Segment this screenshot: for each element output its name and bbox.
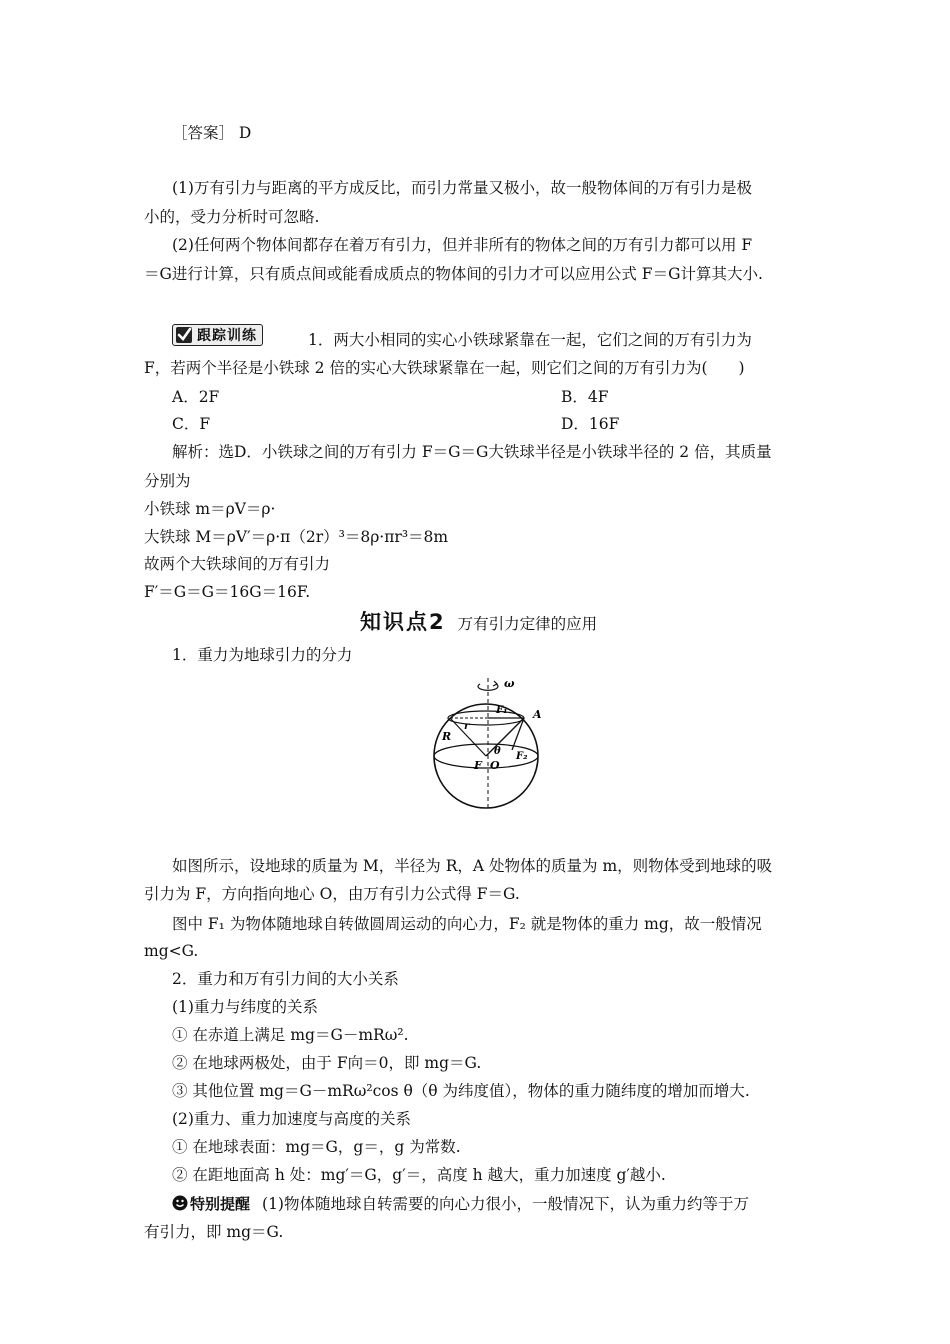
answer-line: ［答案］ D — [172, 124, 252, 142]
omega-label: ω — [504, 677, 515, 690]
relation-line: ② 在距地面高 h 处：mg′＝G，g′＝，高度 h 越大，重力加速度 g′越小. — [172, 1166, 666, 1184]
tip-line — [172, 1194, 749, 1214]
analysis-line: 故两个大铁球间的万有引力 — [144, 555, 331, 573]
relation-line: ③ 其他位置 mg＝G－mRω²cos θ（θ 为纬度值），物体的重力随纬度的增加而增大. — [172, 1082, 750, 1100]
relation-line: ② 在地球两极处，由于 F向＝0，即 mg＝G. — [172, 1054, 482, 1072]
option-c: C．F — [172, 415, 211, 433]
tip-text: (1)物体随地球自转需要的向心力很小，一般情况下，认为重力约等于万 — [262, 1195, 749, 1213]
option-d: D．16F — [561, 415, 620, 433]
earth-gravity-diagram — [428, 672, 540, 812]
relation-line: (2)重力、重力加速度与高度的关系 — [172, 1110, 411, 1128]
body-line: 引力为 F，方向指向地心 O，由万有引力公式得 F＝G. — [144, 885, 520, 903]
training-badge — [172, 324, 263, 346]
note-line: (1)万有引力与距离的平方成反比，而引力常量又极小，故一般物体间的万有引力是极 — [172, 179, 752, 197]
F-label: F — [474, 759, 482, 772]
check-icon — [175, 326, 193, 344]
R-label: R — [442, 730, 452, 743]
analysis-line: 小铁球 m＝ρV＝ρ· — [144, 500, 276, 518]
theta-label: θ — [494, 746, 501, 757]
F1-label: F₁ — [496, 705, 508, 716]
body-line: 图中 F₁ 为物体随地球自转做圆周运动的向心力，F₂ 就是物体的重力 mg，故一般情况 — [172, 915, 762, 933]
r-label: r — [464, 721, 470, 732]
analysis-line: 分别为 — [144, 472, 191, 490]
relation-line: ① 在赤道上满足 mg＝G－mRω². — [172, 1026, 409, 1044]
tip-line: 有引力，即 mg＝G. — [144, 1223, 284, 1241]
tip-label: 特别提醒 — [190, 1195, 251, 1213]
section-heading — [360, 606, 597, 636]
A-label: A — [533, 708, 542, 721]
section-title: 知识点2 — [360, 610, 446, 634]
analysis-line: F′＝G＝G＝16G＝16F. — [144, 583, 311, 601]
note-line: 小的，受力分析时可忽略. — [144, 208, 320, 226]
body-line: mg<G. — [144, 942, 199, 960]
question-line: 1．两大小相同的实心小铁球紧靠在一起，它们之间的万有引力为 — [308, 331, 752, 349]
O-label: O — [490, 759, 500, 772]
analysis-line: 解析：选D．小铁球之间的万有引力 F＝G＝G大铁球半径是小铁球半径的 2 倍，其质量 — [172, 443, 772, 461]
question-line: F，若两个半径是小铁球 2 倍的实心大铁球紧靠在一起，则它们之间的万有引力为( ) — [144, 359, 745, 377]
smiley-icon — [172, 1195, 188, 1211]
relation-line: ① 在地球表面：mg＝G，g＝，g 为常数. — [172, 1138, 461, 1156]
body-line: 如图所示，设地球的质量为 M，半径为 R，A 处物体的质量为 m，则物体受到地球的吸 — [172, 857, 773, 875]
F2-label: F₂ — [516, 751, 528, 762]
point-heading: 2．重力和万有引力间的大小关系 — [172, 970, 399, 988]
section-subtitle: 万有引力定律的应用 — [457, 615, 598, 633]
option-b: B．4F — [561, 388, 609, 406]
training-badge-label: 跟踪训练 — [197, 328, 257, 344]
note-line: (2)任何两个物体间都存在着万有引力，但并非所有的物体之间的万有引力都可以用 F — [172, 236, 753, 254]
note-line: ＝G进行计算，只有质点间或能看成质点的物体间的引力才可以应用公式 F＝G计算其大小. — [144, 265, 763, 283]
option-a: A．2F — [172, 388, 220, 406]
analysis-line: 大铁球 M＝ρV′＝ρ·π（2r）³＝8ρ·πr³＝8m — [144, 528, 449, 546]
relation-line: (1)重力与纬度的关系 — [172, 998, 318, 1016]
point-heading: 1．重力为地球引力的分力 — [172, 646, 353, 664]
